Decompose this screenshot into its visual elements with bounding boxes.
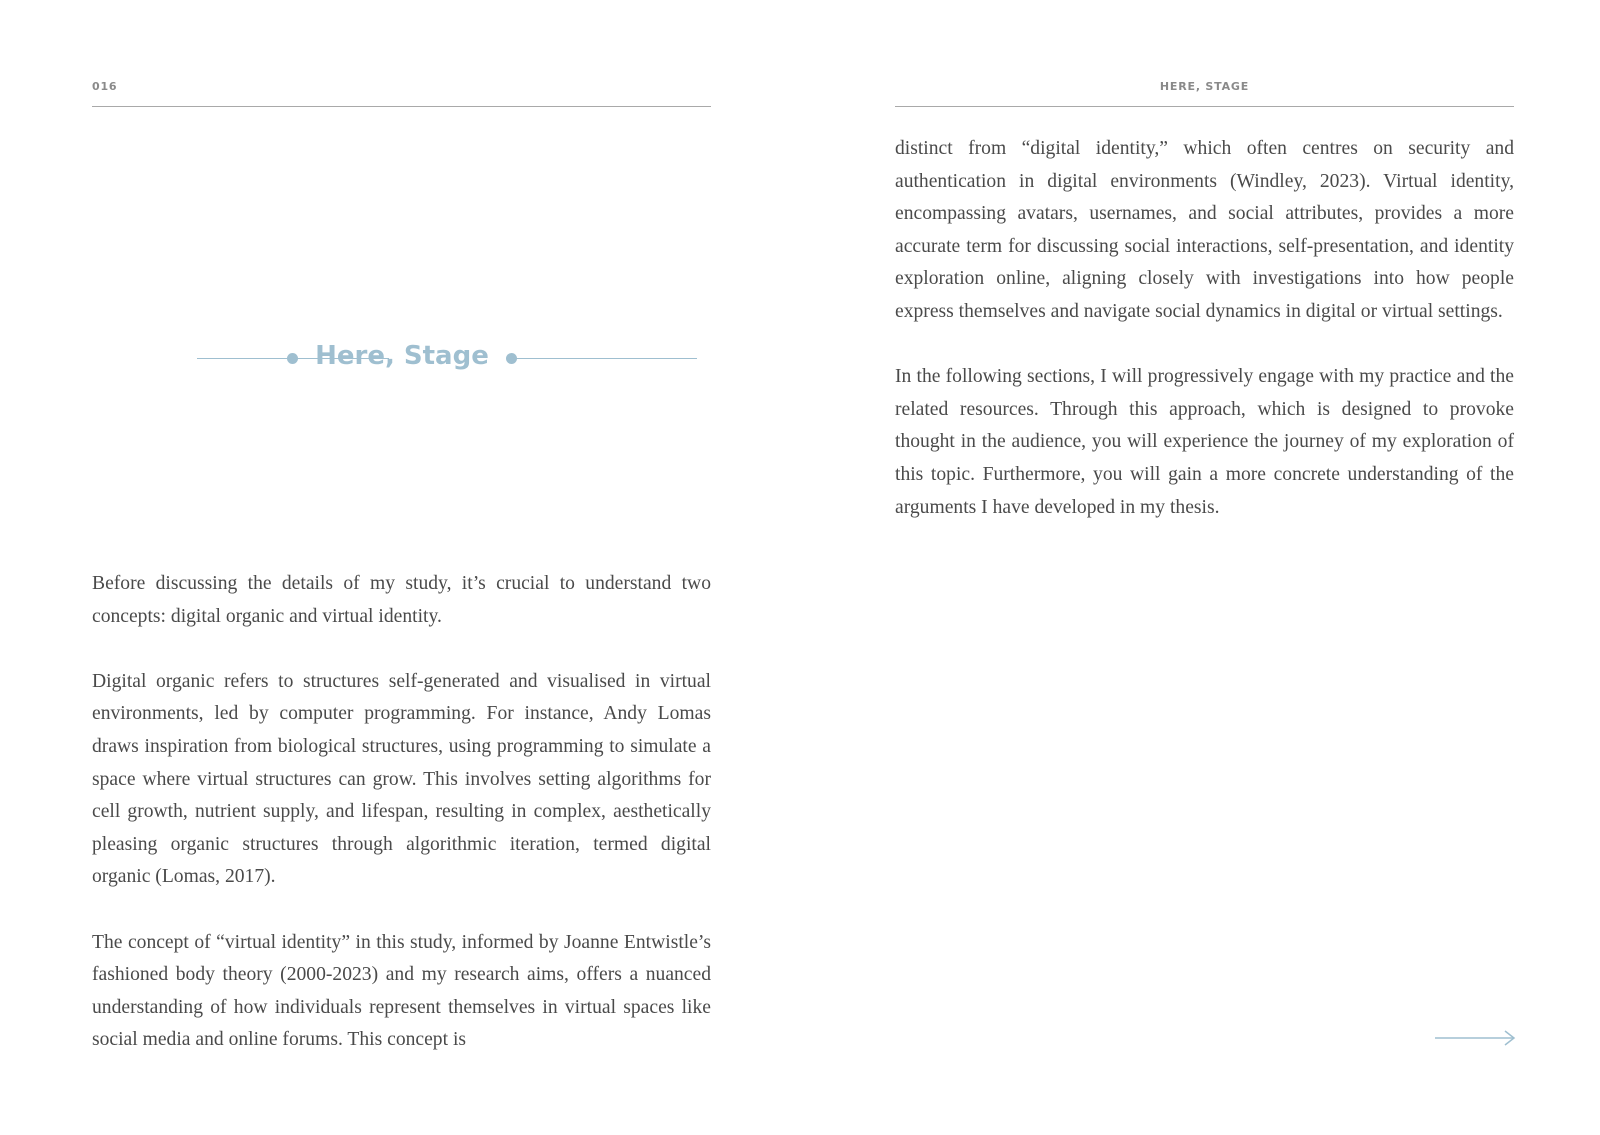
paragraph: The concept of “virtual identity” in this study, informed by Joanne Entwistle’s fashioned body theory (2000-2023) and my research aims, offers a nuanced understanding of how individuals represent themselves in virtual spaces like social media and online forums. This concept is [92, 931, 711, 1051]
title-dot-left [287, 353, 298, 364]
paragraph: Digital organic refers to structures self-generated and visualised in virtual environments, led by computer programming. For instance, Andy Lomas draws inspiration from biological structures, using programming to simulate a space where virtual structures can grow. This involves setting algorithms for cell growth, nutrient supply, and lifespan, resulting in complex, aesthetically pleasing organic structures through algorithmic iteration, termed digital organic (Lomas, 2017). [92, 670, 711, 888]
running-head: HERE, STAGE [1159, 80, 1250, 93]
left-body-text [92, 568, 711, 1057]
page-number: 016 [92, 80, 118, 93]
title-line-right [512, 358, 697, 359]
right-page [895, 0, 1514, 1135]
arrow-right-icon-svg [1434, 1028, 1516, 1048]
arrow-right-icon[interactable] [1434, 1028, 1516, 1048]
right-body-text [895, 133, 1514, 524]
left-page [92, 0, 711, 1135]
paragraph: Before discussing the details of my study, it’s crucial to understand two concepts: digital organic and virtual identity. [92, 573, 711, 627]
section-title-block [92, 340, 711, 380]
paragraph: In the following sections, I will progressively engage with my practice and the related resources. Through this approach, which is designed to provoke thought in the audience, you will experience the journey of my exploration of this topic. Furthermore, you will gain a more concrete understanding of the arguments I have developed in my thesis. [895, 366, 1514, 518]
header-rule [92, 106, 711, 107]
section-title: Here, Stage [315, 341, 489, 371]
header-rule [895, 106, 1514, 107]
paragraph: distinct from “digital identity,” which often centres on security and authentication in digital environments (Windley, 2023). Virtual identity, encompassing avatars, usernames, and social attributes, provides a more accurate term for discussing social interactions, self-presentation, and identity exploration online, aligning closely with investigations into how people express themselves and navigate social dynamics in digital or virtual settings. [895, 138, 1514, 322]
